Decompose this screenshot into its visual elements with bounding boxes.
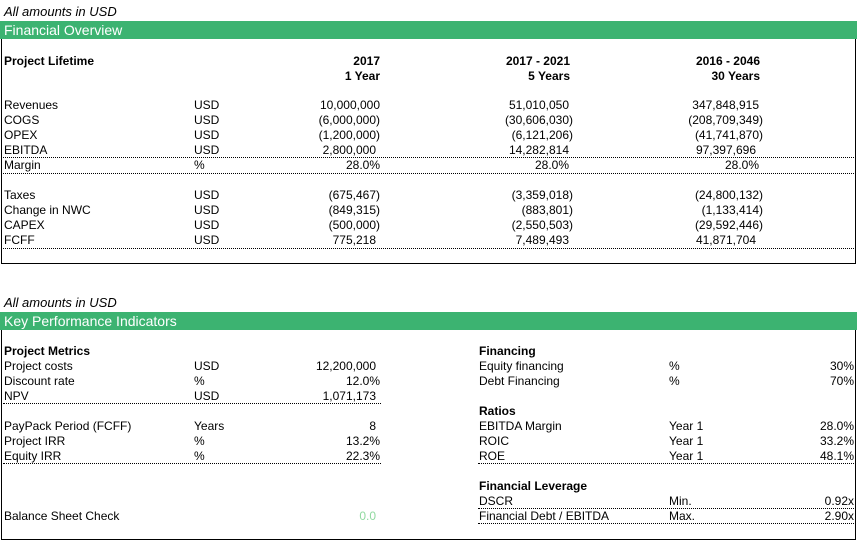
metric-unit: Years <box>194 419 225 433</box>
row-value-5y: (883,801) <box>521 203 573 217</box>
npv-divider <box>3 403 381 404</box>
metric-unit: USD <box>194 389 220 403</box>
leverage-unit: Max. <box>669 509 696 523</box>
row-label: EBITDA <box>4 143 48 157</box>
ratio-label: EBITDA Margin <box>479 419 562 433</box>
row-label: COGS <box>4 113 40 127</box>
ratio-unit: Year 1 <box>669 419 704 433</box>
col3-span: 30 Years <box>711 69 760 83</box>
row-value-5y: 14,282,814 <box>508 143 569 157</box>
ratio-unit: Year 1 <box>669 434 704 448</box>
row-label: Margin <box>4 158 41 172</box>
metric-label: Discount rate <box>4 374 75 388</box>
row-unit: USD <box>194 203 220 217</box>
financing-unit: % <box>669 374 680 388</box>
metric-value: 1,071,173 <box>322 389 376 403</box>
row-unit: USD <box>194 218 220 232</box>
row-value-30y: (41,741,870) <box>694 128 763 142</box>
row-value-5y: 28.0% <box>534 158 569 172</box>
metric-label: PayPack Period (FCFF) <box>4 419 132 433</box>
col2-period: 2017 - 2021 <box>505 54 570 68</box>
row-label: OPEX <box>4 128 38 142</box>
row-value-5y: (2,550,503) <box>511 218 573 232</box>
metric-value: 8 <box>369 419 376 433</box>
row-value-5y: (6,121,206) <box>511 128 573 142</box>
col3-period: 2016 - 2046 <box>695 54 760 68</box>
kpi-section-title: Key Performance Indicators <box>4 313 177 329</box>
overview-section-title: Financial Overview <box>4 22 123 38</box>
project-metrics-heading: Project Metrics <box>4 344 91 358</box>
ratio-value: 33.2% <box>819 434 854 448</box>
row-value-1y: 28.0% <box>345 158 380 172</box>
ratio-unit: Year 1 <box>669 449 704 463</box>
metric-unit: % <box>194 374 205 388</box>
ratio-value: 48.1% <box>819 449 854 463</box>
row-value-1y: 2,800,000 <box>322 143 376 157</box>
margin-divider <box>3 173 856 174</box>
metric-label: Equity IRR <box>4 449 62 463</box>
overview-section-header <box>0 21 857 39</box>
col2-span: 5 Years <box>528 69 570 83</box>
row-unit: USD <box>194 98 220 112</box>
fcff-divider <box>3 248 856 249</box>
leverage-label: Financial Debt / EBITDA <box>479 509 610 523</box>
metric-unit: % <box>194 449 205 463</box>
row-value-5y: (30,606,030) <box>504 113 573 127</box>
metric-unit: % <box>194 434 205 448</box>
overview-currency-note: All amounts in USD <box>4 4 117 19</box>
row-value-1y: 775,218 <box>332 233 376 247</box>
row-unit: USD <box>194 143 220 157</box>
ratio-value: 28.0% <box>819 419 854 433</box>
metric-label: Project IRR <box>4 434 66 448</box>
financing-unit: % <box>669 359 680 373</box>
row-value-1y: 10,000,000 <box>319 98 380 112</box>
irr-divider <box>3 463 381 464</box>
ratio-label: ROIC <box>479 434 509 448</box>
row-value-1y: (849,315) <box>328 203 380 217</box>
col1-period: 2017 <box>353 54 380 68</box>
row-unit: USD <box>194 188 220 202</box>
row-value-30y: 41,871,704 <box>695 233 756 247</box>
financing-value: 30% <box>829 359 854 373</box>
leverage-heading: Financial Leverage <box>479 479 588 493</box>
metric-value: 13.2% <box>345 434 380 448</box>
financing-label: Equity financing <box>479 359 564 373</box>
kpi-currency-note: All amounts in USD <box>4 295 117 310</box>
col1-span: 1 Year <box>344 69 380 83</box>
row-value-1y: (500,000) <box>328 218 380 232</box>
row-value-30y: 28.0% <box>724 158 759 172</box>
row-value-1y: (6,000,000) <box>318 113 380 127</box>
financing-label: Debt Financing <box>479 374 560 388</box>
kpi-section-header <box>0 312 857 330</box>
ratios-heading: Ratios <box>479 404 516 418</box>
row-unit: USD <box>194 113 220 127</box>
row-label: CAPEX <box>4 218 45 232</box>
row-value-5y: 51,010,050 <box>508 98 569 112</box>
metric-value: 22.3% <box>345 449 380 463</box>
row-value-5y: (3,359,018) <box>511 188 573 202</box>
leverage-divider <box>478 523 856 524</box>
metric-value: 12.0% <box>345 374 380 388</box>
row-label: Taxes <box>4 188 36 202</box>
row-label: FCFF <box>4 233 35 247</box>
balance-check-value: 0.0 <box>359 509 376 523</box>
leverage-label: DSCR <box>479 494 514 508</box>
balance-check-label: Balance Sheet Check <box>4 509 120 523</box>
ratio-label: ROE <box>479 449 506 463</box>
row-label: Change in NWC <box>4 203 91 217</box>
ratios-divider <box>478 463 856 464</box>
row-value-30y: 97,397,696 <box>695 143 756 157</box>
row-value-30y: (208,709,349) <box>688 113 763 127</box>
metric-label: NPV <box>4 389 29 403</box>
dscr-divider <box>478 508 856 509</box>
row-value-30y: (24,800,132) <box>694 188 763 202</box>
financing-value: 70% <box>829 374 854 388</box>
row-value-5y: 7,489,493 <box>515 233 569 247</box>
row-label: Revenues <box>4 98 59 112</box>
row-value-30y: 347,848,915 <box>692 98 759 112</box>
metric-value: 12,200,000 <box>315 359 376 373</box>
leverage-unit: Min. <box>669 494 692 508</box>
leverage-value: 0.92x <box>824 494 854 508</box>
metric-label: Project costs <box>4 359 73 373</box>
row-value-1y: (1,200,000) <box>318 128 380 142</box>
financing-heading: Financing <box>479 344 536 358</box>
metric-unit: USD <box>194 359 220 373</box>
leverage-value: 2.90x <box>824 509 854 523</box>
row-unit: USD <box>194 233 220 247</box>
row-value-1y: (675,467) <box>328 188 380 202</box>
row-value-30y: (1,133,414) <box>701 203 763 217</box>
row-value-30y: (29,592,446) <box>694 218 763 232</box>
project-lifetime-label: Project Lifetime <box>4 54 95 68</box>
row-unit: % <box>194 158 205 172</box>
row-unit: USD <box>194 128 220 142</box>
